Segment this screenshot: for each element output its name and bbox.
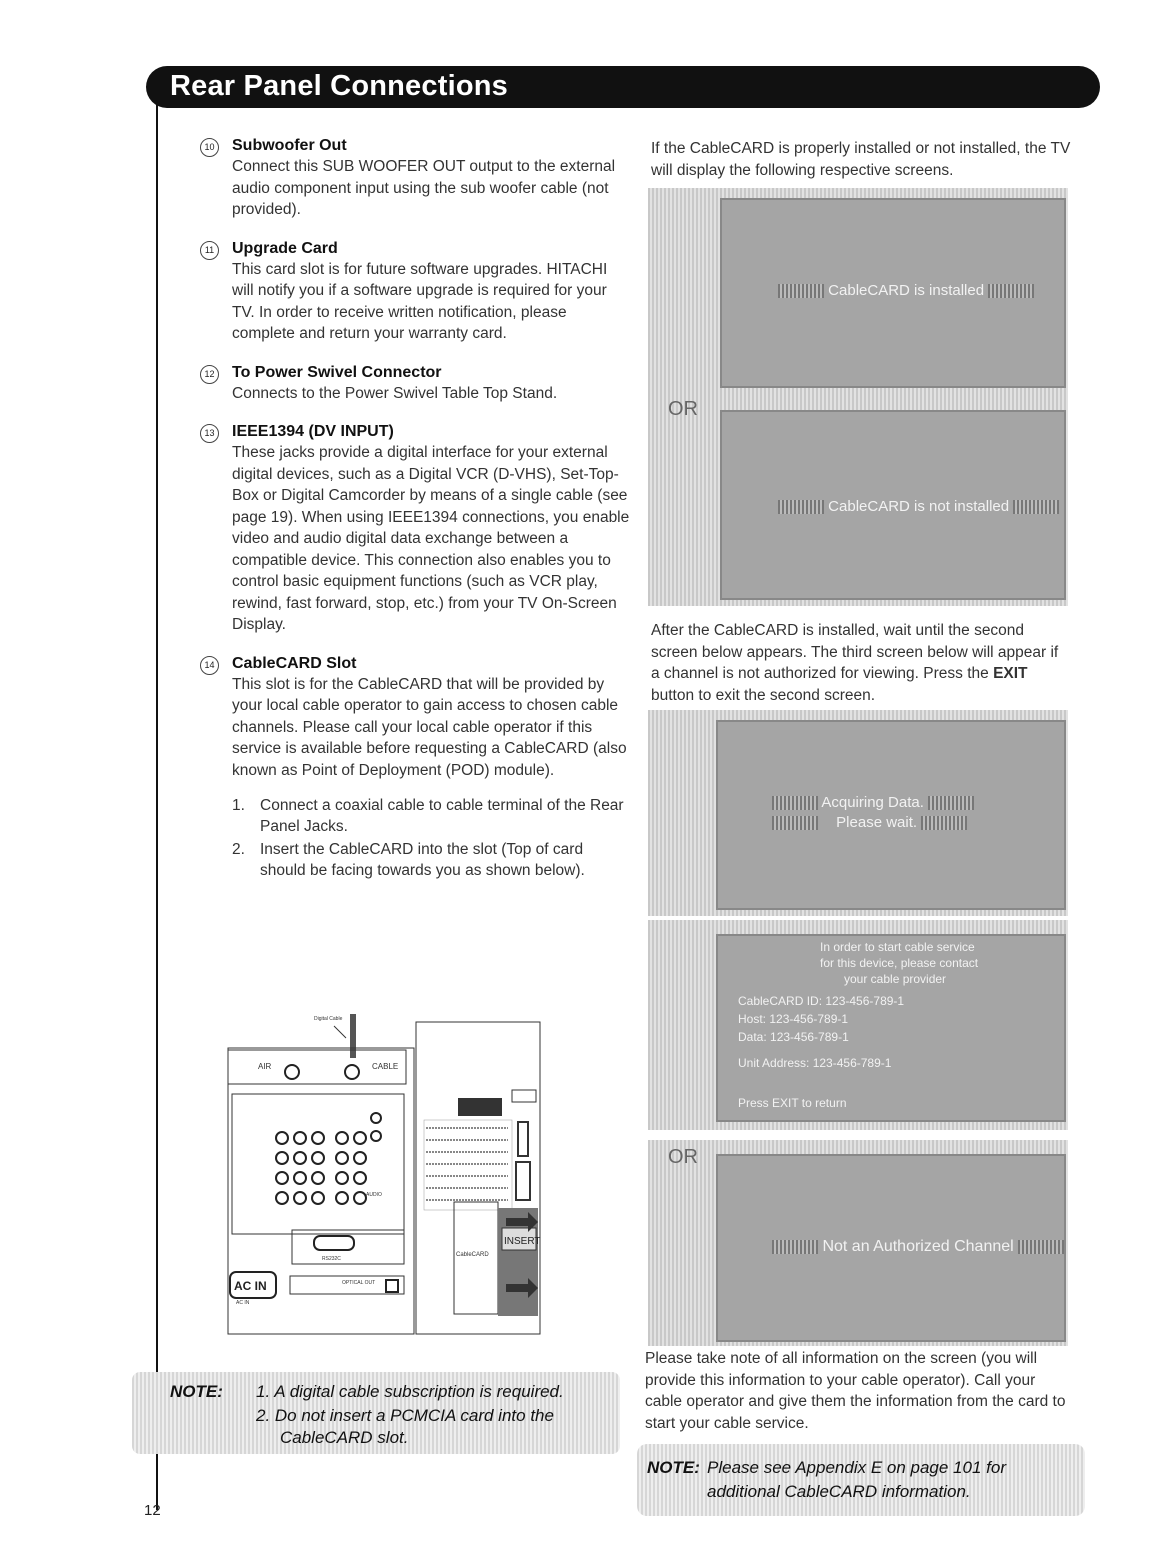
section-ieee1394 [200, 422, 630, 636]
page-number: 12 [144, 1502, 161, 1519]
step-text: Insert the CableCARD into the slot (Top of card should be facing towards you as shown below). [260, 841, 585, 879]
screen-message: Please wait. [836, 814, 918, 831]
margin-rule [156, 100, 158, 1510]
item-body: Connect this SUB WOOFER OUT output to the external audio component input using the sub woofer cable (not provided). [232, 158, 616, 218]
screen-line: CableCARD ID: 123-456-789-1 [738, 994, 905, 1008]
step-item [232, 795, 630, 837]
step-text: Connect a coaxial cable to cable terminal of the Rear Panel Jacks. [260, 797, 624, 835]
title-banner [146, 66, 1100, 108]
ac-in-label: AC IN [234, 1279, 267, 1293]
or-label: OR [668, 1146, 698, 1168]
note-box-right [637, 1444, 1085, 1516]
screen-line: Host: 123-456-789-1 [738, 1012, 849, 1026]
step-item [232, 839, 630, 881]
cablecard-label: CableCARD [456, 1252, 489, 1258]
item-title: Subwoofer Out [232, 137, 347, 154]
upgrade-slot [518, 1122, 528, 1156]
after-install-text [651, 620, 1071, 706]
note-box-left [132, 1372, 620, 1454]
screen-message: CableCARD is installed [828, 282, 985, 299]
screen-message: Acquiring Data. [821, 794, 924, 811]
item-number: 14 [200, 656, 219, 675]
cable-plug [350, 1014, 356, 1058]
insert-label: INSERT [504, 1236, 541, 1247]
screen-not-authorized [648, 1140, 1068, 1346]
screen-line: Unit Address: 123-456-789-1 [738, 1056, 892, 1070]
item-title: To Power Swivel Connector [232, 363, 442, 381]
section-cablecard-slot [200, 654, 630, 882]
exit-keyword: EXIT [993, 665, 1028, 682]
item-body: Connects to the Power Swivel Table Top Stand. [232, 384, 558, 402]
item-number: 11 [200, 241, 219, 260]
ac-in-small-label: AC IN [236, 1300, 250, 1306]
page-title: Rear Panel Connections [170, 70, 508, 102]
av-jack-grid [276, 1113, 381, 1204]
screen-acquiring [648, 710, 1068, 916]
after-text-part: button to exit the second screen. [651, 686, 876, 704]
optical-out-port [386, 1280, 398, 1292]
section-subwoofer-out [200, 136, 630, 221]
item-body: These jacks provide a digital interface for your external digital devices, such as a Digital VCR (D-VHS), Set-Top-Box or Digital Camcorder by means of a single cable (see page 19). When using IEEE1394 connections, you enable video and audio digital data exchange between a compatible device. This connection also enables you to control basic equipment functions (such as VCR play, rewind, fast forward, stop, etc.) from your TV On-Screen Display. [232, 444, 630, 633]
cable-jack [345, 1065, 359, 1079]
note-label: NOTE: [170, 1382, 223, 1401]
screen-message: CableCARD is not installed [828, 498, 1010, 515]
note-line: additional CableCARD information. [707, 1482, 971, 1501]
closing-text: Please take note of all information on the screen (you will provide this information to your cable operator). Call your cable operator and give them the information from the card to start your cable service. [645, 1350, 1066, 1432]
screen-line: for this device, please contact [820, 956, 979, 970]
item-body: This slot is for the CableCARD that will be provided by your local cable operator to gain access to chosen cable channels. Please call your local cable operator if this service is available before requesting a CableCARD (also known as Point of Deployment (POD) module). [232, 675, 627, 779]
intro-text: If the CableCARD is properly installed or not installed, the TV will display the following respective screens. [651, 140, 1071, 179]
item-body: This card slot is for future software upgrades. HITACHI will notify you if a software upgrade is required for your TV. In order to receive written notification, please complete and return your warranty card. [232, 260, 608, 342]
section-upgrade-card [200, 239, 630, 345]
item-title: CableCARD Slot [232, 654, 357, 672]
cable-label: CABLE [372, 1062, 399, 1071]
note-line: Please see Appendix E on page 101 for [707, 1458, 1006, 1477]
optical-out-label: OPTICAL OUT [342, 1280, 376, 1286]
item-number: 12 [200, 365, 219, 384]
item-number: 10 [200, 138, 219, 157]
left-column [200, 136, 630, 899]
rear-panel-diagram [226, 1012, 542, 1336]
step-number: 2. [232, 841, 245, 858]
section-power-swivel [200, 363, 630, 405]
screen-line: Data: 123-456-789-1 [738, 1030, 849, 1044]
steps-list [232, 795, 630, 881]
hdmi-port [458, 1098, 502, 1116]
note-line: CableCARD slot. [280, 1428, 409, 1447]
air-jack [285, 1065, 299, 1079]
step-number: 1. [232, 797, 245, 814]
ieee1394-port [516, 1162, 530, 1200]
digital-cable-label: Digital Cable [314, 1016, 343, 1022]
item-title: Upgrade Card [232, 239, 338, 257]
rs232c-label: RS232C [322, 1256, 341, 1262]
note-label: NOTE: [647, 1458, 700, 1477]
item-title: IEEE1394 (DV INPUT) [232, 423, 394, 440]
or-label: OR [668, 398, 698, 420]
note-line: 1. A digital cable subscription is required. [256, 1382, 564, 1401]
screen-provider-info [648, 920, 1068, 1130]
note-line: 2. Do not insert a PCMCIA card into the [256, 1406, 554, 1425]
screen-installed [648, 188, 1068, 396]
air-label: AIR [258, 1062, 272, 1071]
screen-line: Press EXIT to return [738, 1096, 847, 1110]
screen-line: your cable provider [844, 972, 947, 986]
screen-not-installed [648, 396, 1068, 606]
rs232c-port [314, 1236, 354, 1250]
after-text-part: After the CableCARD is installed, wait until the second screen below appears. The third screen below will appear if a channel is not authorized for viewing. Press the [651, 622, 1059, 682]
item-number: 13 [200, 424, 219, 443]
screen-line: In order to start cable service [820, 940, 975, 954]
screen-message: Not an Authorized Channel [822, 1238, 1014, 1255]
audio-label: AUDIO [366, 1192, 382, 1198]
